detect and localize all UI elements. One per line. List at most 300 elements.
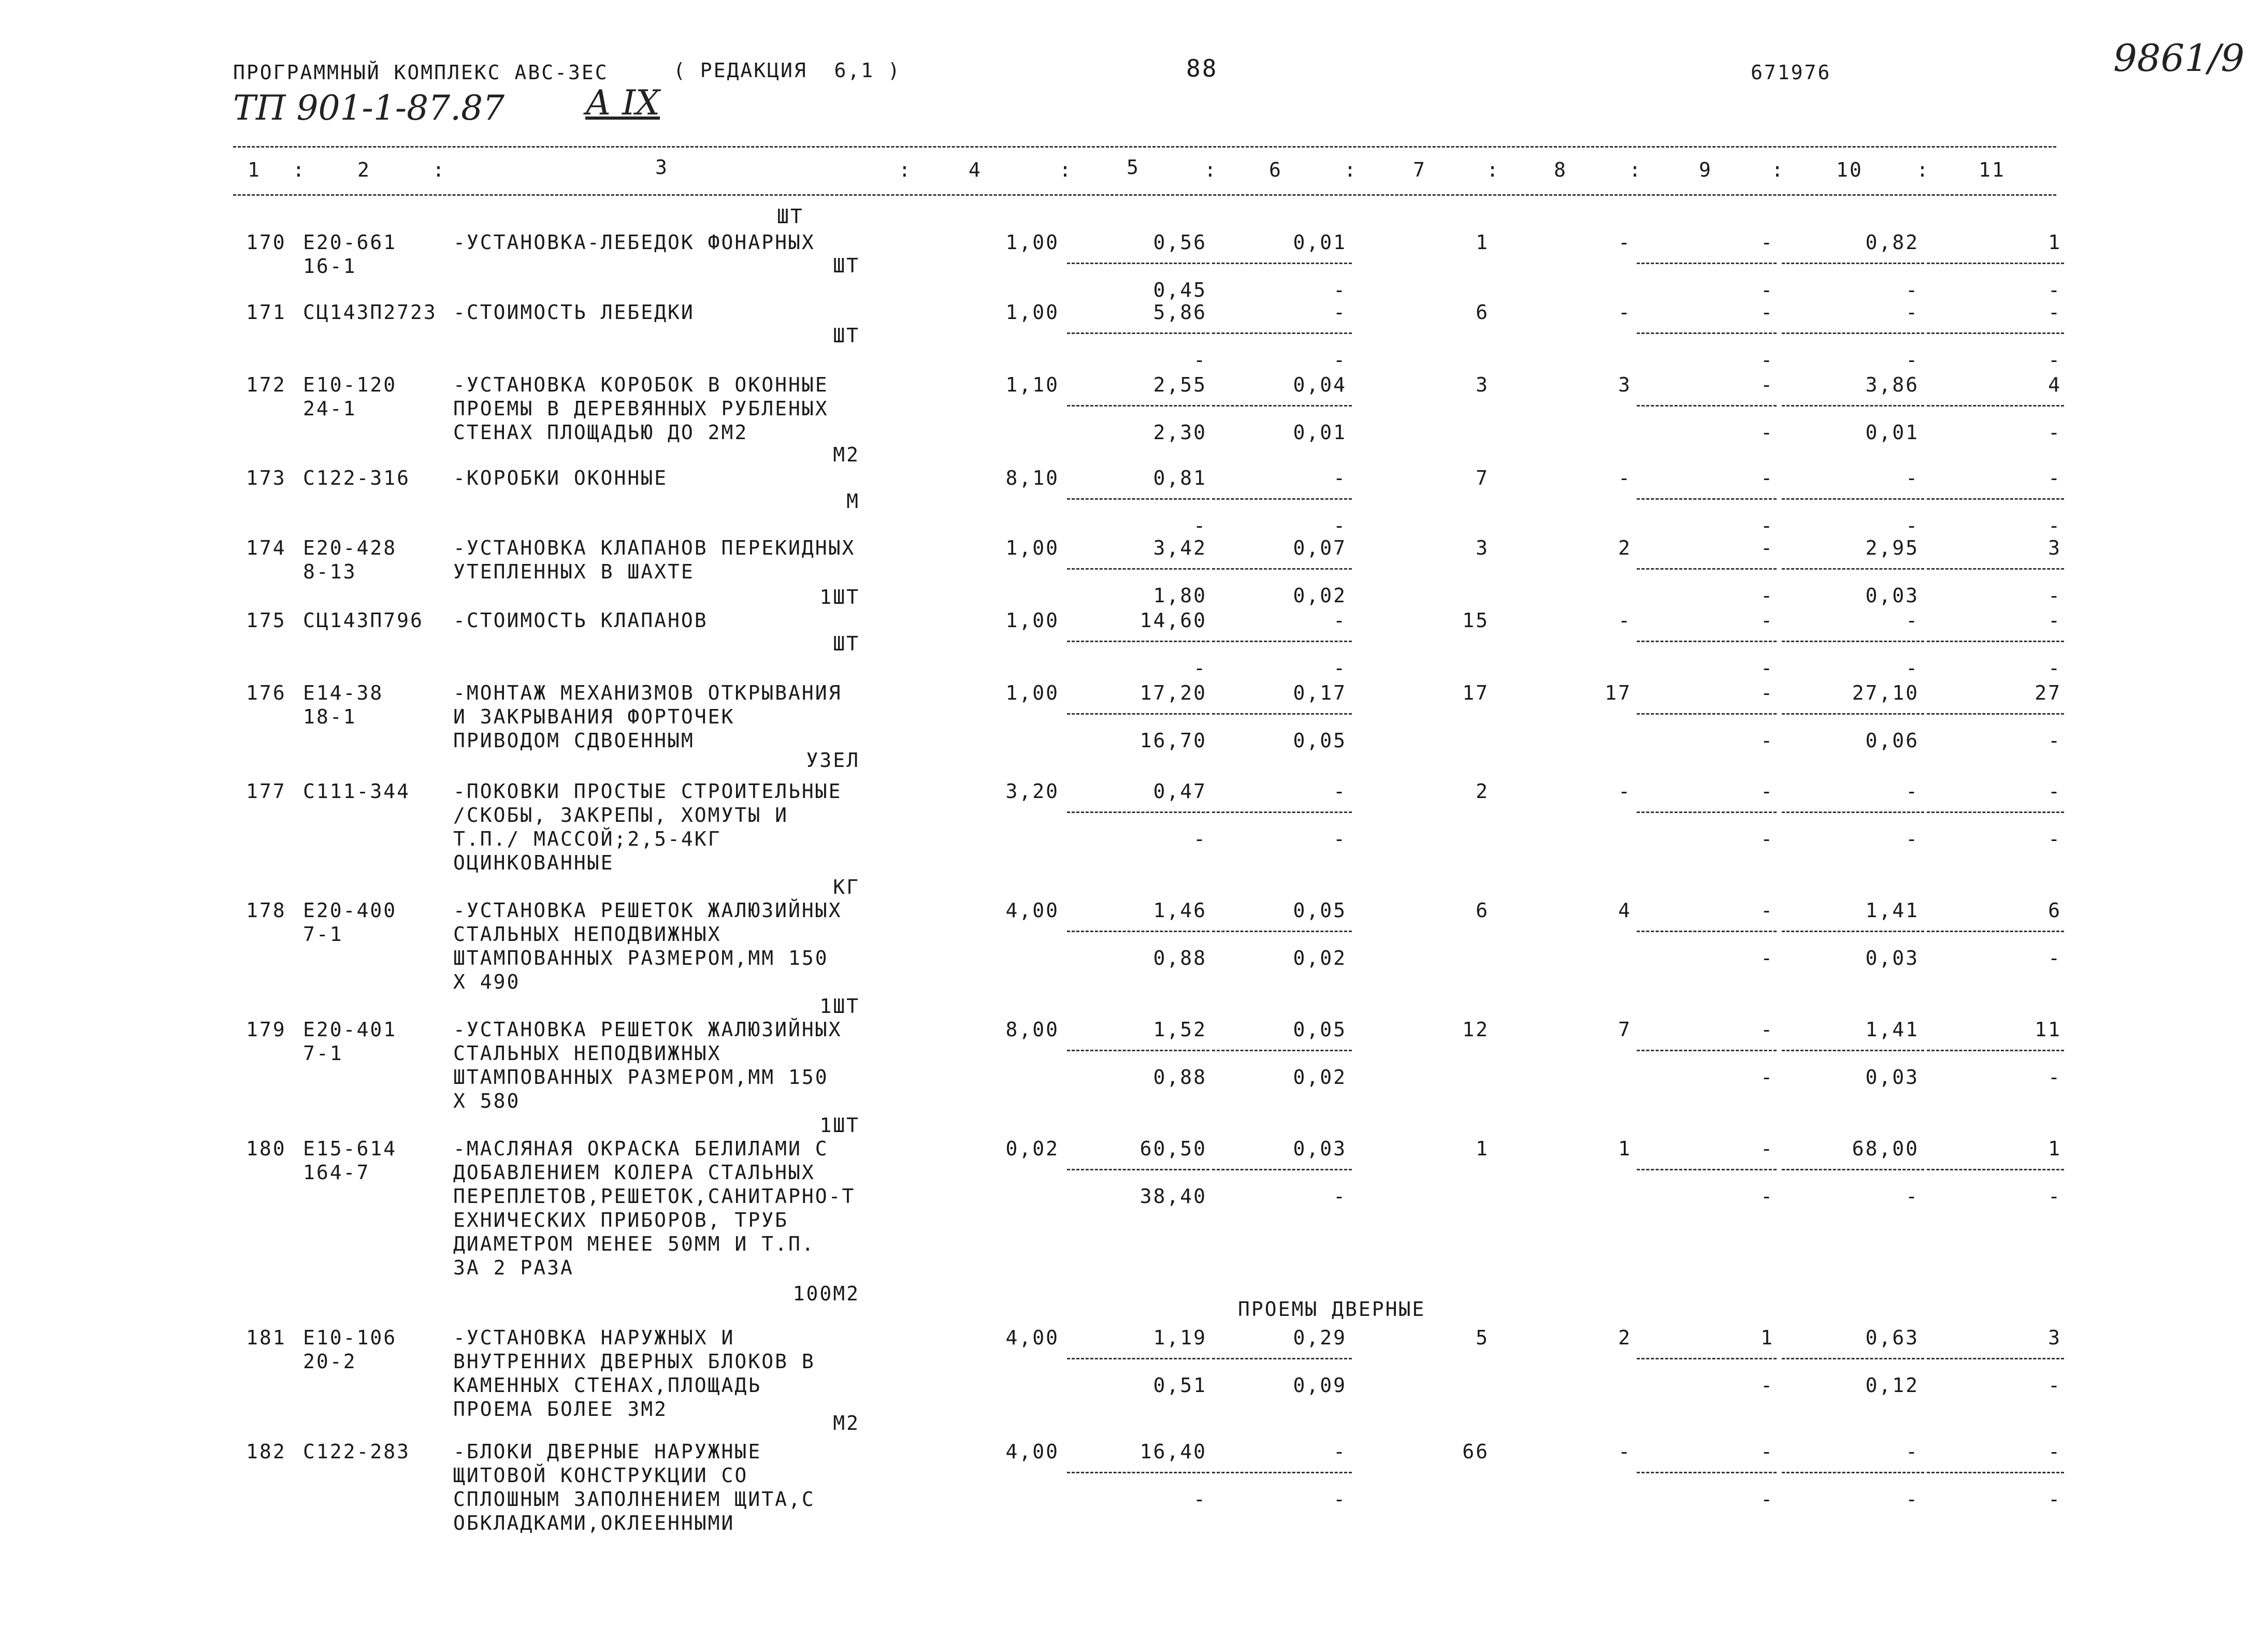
description-line: ПРОЕМА БОЛЕЕ 3М2 xyxy=(453,1398,668,1421)
machine-cost-wage: - xyxy=(1333,1488,1347,1511)
cell-separator xyxy=(1637,263,1777,264)
unit: 1ШТ xyxy=(819,1114,860,1137)
cell-separator xyxy=(1927,1358,2064,1359)
quantity: 1,00 xyxy=(1005,682,1059,704)
wages-total: - xyxy=(1618,301,1632,324)
col-7: 7 xyxy=(1413,158,1426,181)
cell-separator xyxy=(1067,568,1209,570)
labor-unit-machine: 0,01 xyxy=(1865,421,1919,444)
header-rule-bottom xyxy=(233,194,2056,196)
description-line: УТЕПЛЕННЫХ В ШАХТЕ xyxy=(453,560,695,583)
row-number: 170 xyxy=(246,231,286,254)
col-sep: : xyxy=(899,158,912,181)
labor-total-machine: - xyxy=(2048,1066,2061,1089)
cell-separator xyxy=(1927,811,2064,813)
description-line: -СТОИМОСТЬ КЛАПАНОВ xyxy=(453,609,708,632)
description-line: И ЗАКРЫВАНИЯ ФОРТОЧЕК xyxy=(453,705,735,728)
labor-unit-machine: - xyxy=(1906,657,1919,679)
resource-code: Е10-120 xyxy=(303,373,397,396)
description-line: -ПОКОВКИ ПРОСТЫЕ СТРОИТЕЛЬНЫЕ xyxy=(453,780,842,803)
machine-cost: - xyxy=(1333,609,1347,632)
machine-cost-wage: 0,02 xyxy=(1293,584,1347,607)
description-line: -УСТАНОВКА-ЛЕБЕДОК ФОНАРНЫХ xyxy=(453,231,815,254)
machine-cost: 0,04 xyxy=(1293,373,1347,396)
col-sep: : xyxy=(1487,158,1500,181)
machines-wage: - xyxy=(1761,1185,1774,1208)
machine-cost: 0,07 xyxy=(1293,537,1347,559)
machine-cost-wage: 0,02 xyxy=(1293,947,1347,969)
resource-code: СЦ143П2723 xyxy=(303,301,437,324)
machine-cost-wage: - xyxy=(1333,349,1347,371)
labor-total-machine: - xyxy=(2048,584,2061,607)
machines-total: - xyxy=(1761,373,1774,396)
resource-code: 7-1 xyxy=(303,1042,343,1065)
quantity: 1,00 xyxy=(1005,609,1059,632)
labor-total: - xyxy=(2048,609,2061,632)
cell-separator xyxy=(1927,1050,2064,1051)
description-line: ПЕРЕПЛЕТОВ,РЕШЕТОК,САНИТАРНО-Т xyxy=(453,1185,856,1208)
labor-unit-machine: - xyxy=(1906,1185,1919,1208)
cell-separator xyxy=(1067,332,1209,334)
labor-total: 3 xyxy=(2048,537,2061,559)
wages-total: 17 xyxy=(1605,682,1632,704)
machines-total: - xyxy=(1761,467,1774,489)
cell-separator xyxy=(1637,568,1777,570)
machines-wage: - xyxy=(1761,828,1774,850)
program-title: ПРОГРАММНЫЙ КОМПЛЕКС АВС-3ЕС xyxy=(233,61,609,84)
labor-total: 1 xyxy=(2048,231,2061,254)
labor-total-machine: - xyxy=(2048,421,2061,444)
description-line: -УСТАНОВКА КОРОБОК В ОКОННЫЕ xyxy=(453,373,829,396)
labor-total: 1 xyxy=(2048,1137,2061,1160)
machine-cost: - xyxy=(1333,467,1347,489)
machines-wage: - xyxy=(1761,421,1774,444)
cell-separator xyxy=(1212,498,1352,500)
cell-separator xyxy=(1212,811,1352,813)
description-line: -УСТАНОВКА РЕШЕТОК ЖАЛЮЗИЙНЫХ xyxy=(453,1018,842,1041)
unit-cost-wage: 0,45 xyxy=(1153,279,1207,301)
labor-unit-machine: - xyxy=(1906,279,1919,301)
quantity: 4,00 xyxy=(1005,1326,1059,1349)
machines-total: - xyxy=(1761,1018,1774,1041)
machine-cost: 0,17 xyxy=(1293,682,1347,704)
unit-cost: 17,20 xyxy=(1140,682,1207,704)
cell-separator xyxy=(1637,1169,1777,1170)
cell-separator xyxy=(1927,1169,2064,1170)
machines-total: 1 xyxy=(1761,1326,1774,1349)
cell-separator xyxy=(1067,263,1209,264)
labor-unit-machine: 0,03 xyxy=(1865,947,1919,969)
resource-code: 20-2 xyxy=(303,1350,357,1373)
wages-total: 2 xyxy=(1618,537,1632,559)
cell-separator xyxy=(1782,1358,1924,1359)
description-line: ВНУТРЕННИХ ДВЕРНЫХ БЛОКОВ В xyxy=(453,1350,815,1373)
quantity: 3,20 xyxy=(1005,780,1059,803)
row-number: 174 xyxy=(246,537,286,559)
cell-separator xyxy=(1927,263,2064,264)
row-number: 175 xyxy=(246,609,286,632)
col-1: 1 xyxy=(248,158,261,181)
col-sep: : xyxy=(1059,158,1073,181)
description-line: -УСТАНОВКА РЕШЕТОК ЖАЛЮЗИЙНЫХ xyxy=(453,899,842,922)
description-line: ЕХНИЧЕСКИХ ПРИБОРОВ, ТРУБ xyxy=(453,1209,788,1231)
row-number: 171 xyxy=(246,301,286,324)
description-line: ДОБАВЛЕНИЕМ КОЛЕРА СТАЛЬНЫХ xyxy=(453,1161,815,1184)
total-cost: 3 xyxy=(1476,373,1489,396)
cell-separator xyxy=(1927,931,2064,932)
unit-cost-wage: 16,70 xyxy=(1140,729,1207,752)
labor-total: 11 xyxy=(2035,1018,2061,1041)
labor-unit: 3,86 xyxy=(1865,373,1919,396)
unit-cost: 0,81 xyxy=(1153,467,1207,489)
machine-cost: - xyxy=(1333,1440,1347,1463)
labor-unit: 0,63 xyxy=(1865,1326,1919,1349)
unit: 100М2 xyxy=(792,1282,860,1305)
machine-cost-wage: 0,05 xyxy=(1293,729,1347,752)
col-5: 5 xyxy=(1127,156,1140,179)
machine-cost: 0,29 xyxy=(1293,1326,1347,1349)
labor-total-machine: - xyxy=(2048,514,2061,537)
cell-separator xyxy=(1927,641,2064,642)
machines-wage: - xyxy=(1761,279,1774,301)
labor-unit-machine: 0,06 xyxy=(1865,729,1919,752)
description-line: -СТОИМОСТЬ ЛЕБЕДКИ xyxy=(453,301,695,324)
cell-separator xyxy=(1067,713,1209,715)
cell-separator xyxy=(1927,405,2064,407)
labor-total: - xyxy=(2048,1440,2061,1463)
header-rule-top xyxy=(233,146,2056,148)
cell-separator xyxy=(1927,498,2064,500)
unit: М2 xyxy=(833,443,860,466)
labor-total-machine: - xyxy=(2048,1488,2061,1511)
resource-code: Е15-614 xyxy=(303,1137,397,1160)
cell-separator xyxy=(1637,713,1777,715)
machine-cost-wage: 0,09 xyxy=(1293,1374,1347,1397)
total-cost: 6 xyxy=(1476,899,1489,922)
machine-cost: 0,01 xyxy=(1293,231,1347,254)
album-mark: А IX xyxy=(585,83,660,123)
cell-separator xyxy=(1637,811,1777,813)
unit-cost-wage: - xyxy=(1193,828,1207,850)
description-line: ОБКЛАДКАМИ,ОКЛЕЕННЫМИ xyxy=(453,1512,735,1534)
resource-code: С111-344 xyxy=(303,780,411,803)
resource-code: Е20-401 xyxy=(303,1018,397,1041)
wages-total: 1 xyxy=(1618,1137,1632,1160)
cell-separator xyxy=(1212,568,1352,570)
resource-code: С122-316 xyxy=(303,467,411,489)
description-line: СТАЛЬНЫХ НЕПОДВИЖНЫХ xyxy=(453,1042,722,1065)
total-cost: 12 xyxy=(1462,1018,1489,1041)
labor-total: - xyxy=(2048,301,2061,324)
cell-separator xyxy=(1212,1169,1352,1170)
unit: КГ xyxy=(833,876,860,899)
labor-total-machine: - xyxy=(2048,657,2061,679)
total-cost: 1 xyxy=(1476,1137,1489,1160)
cell-separator xyxy=(1782,263,1924,264)
cell-separator xyxy=(1637,405,1777,407)
description-line: ДИАМЕТРОМ МЕНЕЕ 50ММ И Т.П. xyxy=(453,1233,815,1255)
quantity: 8,00 xyxy=(1005,1018,1059,1041)
cell-separator xyxy=(1927,332,2064,334)
description-line: -УСТАНОВКА КЛАПАНОВ ПЕРЕКИДНЫХ xyxy=(453,537,856,559)
cell-separator xyxy=(1212,405,1352,407)
col-11: 11 xyxy=(1979,158,2006,181)
unit-cost-wage: 38,40 xyxy=(1140,1185,1207,1208)
resource-code: 24-1 xyxy=(303,397,357,420)
cell-separator xyxy=(1782,713,1924,715)
machines-total: - xyxy=(1761,780,1774,803)
cell-separator xyxy=(1782,1472,1924,1473)
description-line: ШТАМПОВАННЫХ РАЗМЕРОМ,ММ 150 xyxy=(453,947,829,969)
col-10: 10 xyxy=(1836,158,1863,181)
cell-separator xyxy=(1067,931,1209,932)
labor-unit-machine: - xyxy=(1906,1488,1919,1511)
machine-cost-wage: - xyxy=(1333,514,1347,537)
row-number: 178 xyxy=(246,899,286,922)
machine-cost-wage: 0,02 xyxy=(1293,1066,1347,1089)
cell-separator xyxy=(1782,332,1924,334)
labor-unit: - xyxy=(1906,467,1919,489)
labor-unit: 1,41 xyxy=(1865,1018,1919,1041)
machines-total: - xyxy=(1761,899,1774,922)
edition-label: ( РЕДАКЦИЯ 6,1 ) xyxy=(673,59,901,82)
wages-total: - xyxy=(1618,467,1632,489)
description-line: ПРИВОДОМ СДВОЕННЫМ xyxy=(453,729,695,752)
labor-total-machine: - xyxy=(2048,828,2061,850)
unit-cost: 1,46 xyxy=(1153,899,1207,922)
quantity: 0,02 xyxy=(1005,1137,1059,1160)
row-number: 182 xyxy=(246,1440,286,1463)
cell-separator xyxy=(1067,1050,1209,1051)
cell-separator xyxy=(1782,811,1924,813)
cell-separator xyxy=(1637,641,1777,642)
description-line: -УСТАНОВКА НАРУЖНЫХ И xyxy=(453,1326,735,1349)
description-line: ПРОЕМЫ В ДЕРЕВЯННЫХ РУБЛЕНЫХ xyxy=(453,397,829,420)
col-sep: : xyxy=(1771,158,1785,181)
total-cost: 2 xyxy=(1476,780,1489,803)
col-8: 8 xyxy=(1554,158,1567,181)
machines-total: - xyxy=(1761,609,1774,632)
labor-total-machine: - xyxy=(2048,1185,2061,1208)
description-line: Х 580 xyxy=(453,1090,521,1112)
labor-unit: 27,10 xyxy=(1852,682,1919,704)
cell-separator xyxy=(1212,263,1352,264)
labor-unit-machine: 0,03 xyxy=(1865,584,1919,607)
labor-total: - xyxy=(2048,467,2061,489)
wages-total: 4 xyxy=(1618,899,1632,922)
section-title: ПРОЕМЫ ДВЕРНЫЕ xyxy=(1238,1298,1426,1321)
machines-wage: - xyxy=(1761,514,1774,537)
col-2: 2 xyxy=(357,158,371,181)
cell-separator xyxy=(1067,641,1209,642)
cell-separator xyxy=(1212,332,1352,334)
unit-cost-wage: 0,88 xyxy=(1153,1066,1207,1089)
labor-total: 6 xyxy=(2048,899,2061,922)
machines-wage: - xyxy=(1761,947,1774,969)
wages-total: - xyxy=(1618,780,1632,803)
machines-total: - xyxy=(1761,537,1774,559)
description-line: Х 490 xyxy=(453,970,521,993)
row-number: 180 xyxy=(246,1137,286,1160)
cell-separator xyxy=(1637,1358,1777,1359)
machines-wage: - xyxy=(1761,657,1774,679)
labor-total: - xyxy=(2048,780,2061,803)
unit-cost: 2,55 xyxy=(1153,373,1207,396)
cell-separator xyxy=(1212,1472,1352,1473)
unit: 1ШТ xyxy=(819,586,860,608)
resource-code: 18-1 xyxy=(303,705,357,728)
unit-cost-wage: - xyxy=(1193,349,1207,371)
total-cost: 6 xyxy=(1476,301,1489,324)
unit: УЗЕЛ xyxy=(806,749,860,772)
unit: ШТ xyxy=(833,632,860,655)
total-cost: 1 xyxy=(1476,231,1489,254)
machines-wage: - xyxy=(1761,584,1774,607)
labor-unit-machine: 0,12 xyxy=(1865,1374,1919,1397)
description-line: СТАЛЬНЫХ НЕПОДВИЖНЫХ xyxy=(453,923,722,946)
wages-total: 2 xyxy=(1618,1326,1632,1349)
description-line: -КОРОБКИ ОКОННЫЕ xyxy=(453,467,668,489)
labor-unit-machine: 0,03 xyxy=(1865,1066,1919,1089)
resource-code: Е20-661 xyxy=(303,231,397,254)
unit-cost-wage: 0,51 xyxy=(1153,1374,1207,1397)
cell-separator xyxy=(1927,713,2064,715)
description-line: -МАСЛЯНАЯ ОКРАСКА БЕЛИЛАМИ С xyxy=(453,1137,829,1160)
labor-unit-machine: - xyxy=(1906,349,1919,371)
description-line: ШТАМПОВАННЫХ РАЗМЕРОМ,ММ 150 xyxy=(453,1066,829,1089)
unit-cost-wage: 0,88 xyxy=(1153,947,1207,969)
description-line: СТЕНАХ ПЛОЩАДЬЮ ДО 2М2 xyxy=(453,421,748,444)
cell-separator xyxy=(1782,641,1924,642)
row-number: 176 xyxy=(246,682,286,704)
machine-cost: - xyxy=(1333,780,1347,803)
description-line: ЗА 2 РАЗА xyxy=(453,1256,574,1279)
wages-total: - xyxy=(1618,1440,1632,1463)
cell-separator xyxy=(1637,931,1777,932)
resource-code: Е14-38 xyxy=(303,682,384,704)
doc-code: 671976 xyxy=(1751,61,1832,84)
labor-unit: - xyxy=(1906,1440,1919,1463)
sheet-mark: 9861/9 xyxy=(2113,36,2245,80)
quantity: 1,00 xyxy=(1005,301,1059,324)
quantity: 1,10 xyxy=(1005,373,1059,396)
description-line: СПЛОШНЫМ ЗАПОЛНЕНИЕМ ЩИТА,С xyxy=(453,1488,815,1511)
labor-unit: - xyxy=(1906,301,1919,324)
unit-cost: 3,42 xyxy=(1153,537,1207,559)
resource-code: СЦ143П796 xyxy=(303,609,424,632)
labor-total-machine: - xyxy=(2048,349,2061,371)
wages-total: 7 xyxy=(1618,1018,1632,1041)
total-cost: 3 xyxy=(1476,537,1489,559)
machine-cost-wage: - xyxy=(1333,828,1347,850)
col-3: 3 xyxy=(655,156,669,179)
unit-cost: 1,52 xyxy=(1153,1018,1207,1041)
unit-cost-wage: - xyxy=(1193,657,1207,679)
wages-total: 3 xyxy=(1618,373,1632,396)
unit-cost: 60,50 xyxy=(1140,1137,1207,1160)
col-9: 9 xyxy=(1699,158,1712,181)
machine-cost-wage: - xyxy=(1333,657,1347,679)
cell-separator xyxy=(1212,1358,1352,1359)
cell-separator xyxy=(1782,498,1924,500)
description-line: /СКОБЫ, ЗАКРЕПЫ, ХОМУТЫ И xyxy=(453,804,788,827)
machine-cost-wage: 0,01 xyxy=(1293,421,1347,444)
cell-separator xyxy=(1067,1358,1209,1359)
row-number: 177 xyxy=(246,780,286,803)
labor-total-machine: - xyxy=(2048,1374,2061,1397)
machines-wage: - xyxy=(1761,1374,1774,1397)
unit-cost: 14,60 xyxy=(1140,609,1207,632)
cell-separator xyxy=(1067,811,1209,813)
resource-code: Е20-400 xyxy=(303,899,397,922)
unit-cost-wage: - xyxy=(1193,1488,1207,1511)
row-number: 179 xyxy=(246,1018,286,1041)
col-sep: : xyxy=(432,158,446,181)
cell-separator xyxy=(1212,713,1352,715)
project-code: ТП 901-1-87.87 xyxy=(233,88,505,128)
wages-total: - xyxy=(1618,609,1632,632)
labor-unit: - xyxy=(1906,780,1919,803)
total-cost: 7 xyxy=(1476,467,1489,489)
col-sep: : xyxy=(1204,158,1218,181)
unit: М2 xyxy=(833,1412,860,1434)
machine-cost-wage: - xyxy=(1333,1185,1347,1208)
labor-total: 27 xyxy=(2035,682,2061,704)
unit-cost-wage: 2,30 xyxy=(1153,421,1207,444)
cell-separator xyxy=(1637,1050,1777,1051)
row-number: 181 xyxy=(246,1326,286,1349)
labor-unit: 0,82 xyxy=(1865,231,1919,254)
col-sep: : xyxy=(293,158,306,181)
unit-cost: 0,47 xyxy=(1153,780,1207,803)
unit-label: ШТ xyxy=(777,205,804,228)
labor-unit-machine: - xyxy=(1906,514,1919,537)
cell-separator xyxy=(1782,568,1924,570)
machines-wage: - xyxy=(1761,1066,1774,1089)
unit-cost-wage: - xyxy=(1193,514,1207,537)
labor-total-machine: - xyxy=(2048,947,2061,969)
col-4: 4 xyxy=(969,158,982,181)
unit-cost: 16,40 xyxy=(1140,1440,1207,1463)
total-cost: 66 xyxy=(1462,1440,1489,1463)
cell-separator xyxy=(1067,498,1209,500)
col-sep: : xyxy=(1344,158,1358,181)
unit: 1ШТ xyxy=(819,995,860,1018)
resource-code: 7-1 xyxy=(303,923,343,946)
cell-separator xyxy=(1927,568,2064,570)
machine-cost: 0,05 xyxy=(1293,1018,1347,1041)
machine-cost: 0,05 xyxy=(1293,899,1347,922)
resource-code: 16-1 xyxy=(303,255,357,278)
machine-cost: 0,03 xyxy=(1293,1137,1347,1160)
labor-unit: 68,00 xyxy=(1852,1137,1919,1160)
cell-separator xyxy=(1067,1169,1209,1170)
machines-wage: - xyxy=(1761,349,1774,371)
cell-separator xyxy=(1212,1050,1352,1051)
quantity: 8,10 xyxy=(1005,467,1059,489)
col-sep: : xyxy=(1629,158,1642,181)
cell-separator xyxy=(1212,641,1352,642)
cell-separator xyxy=(1782,1050,1924,1051)
description-line: -МОНТАЖ МЕХАНИЗМОВ ОТКРЫВАНИЯ xyxy=(453,682,842,704)
cell-separator xyxy=(1212,931,1352,932)
machine-cost-wage: - xyxy=(1333,279,1347,301)
labor-unit: 2,95 xyxy=(1865,537,1919,559)
page-number: 88 xyxy=(1186,54,1218,82)
resource-code: Е20-428 xyxy=(303,537,397,559)
resource-code: 164-7 xyxy=(303,1161,370,1184)
machines-wage: - xyxy=(1761,1488,1774,1511)
